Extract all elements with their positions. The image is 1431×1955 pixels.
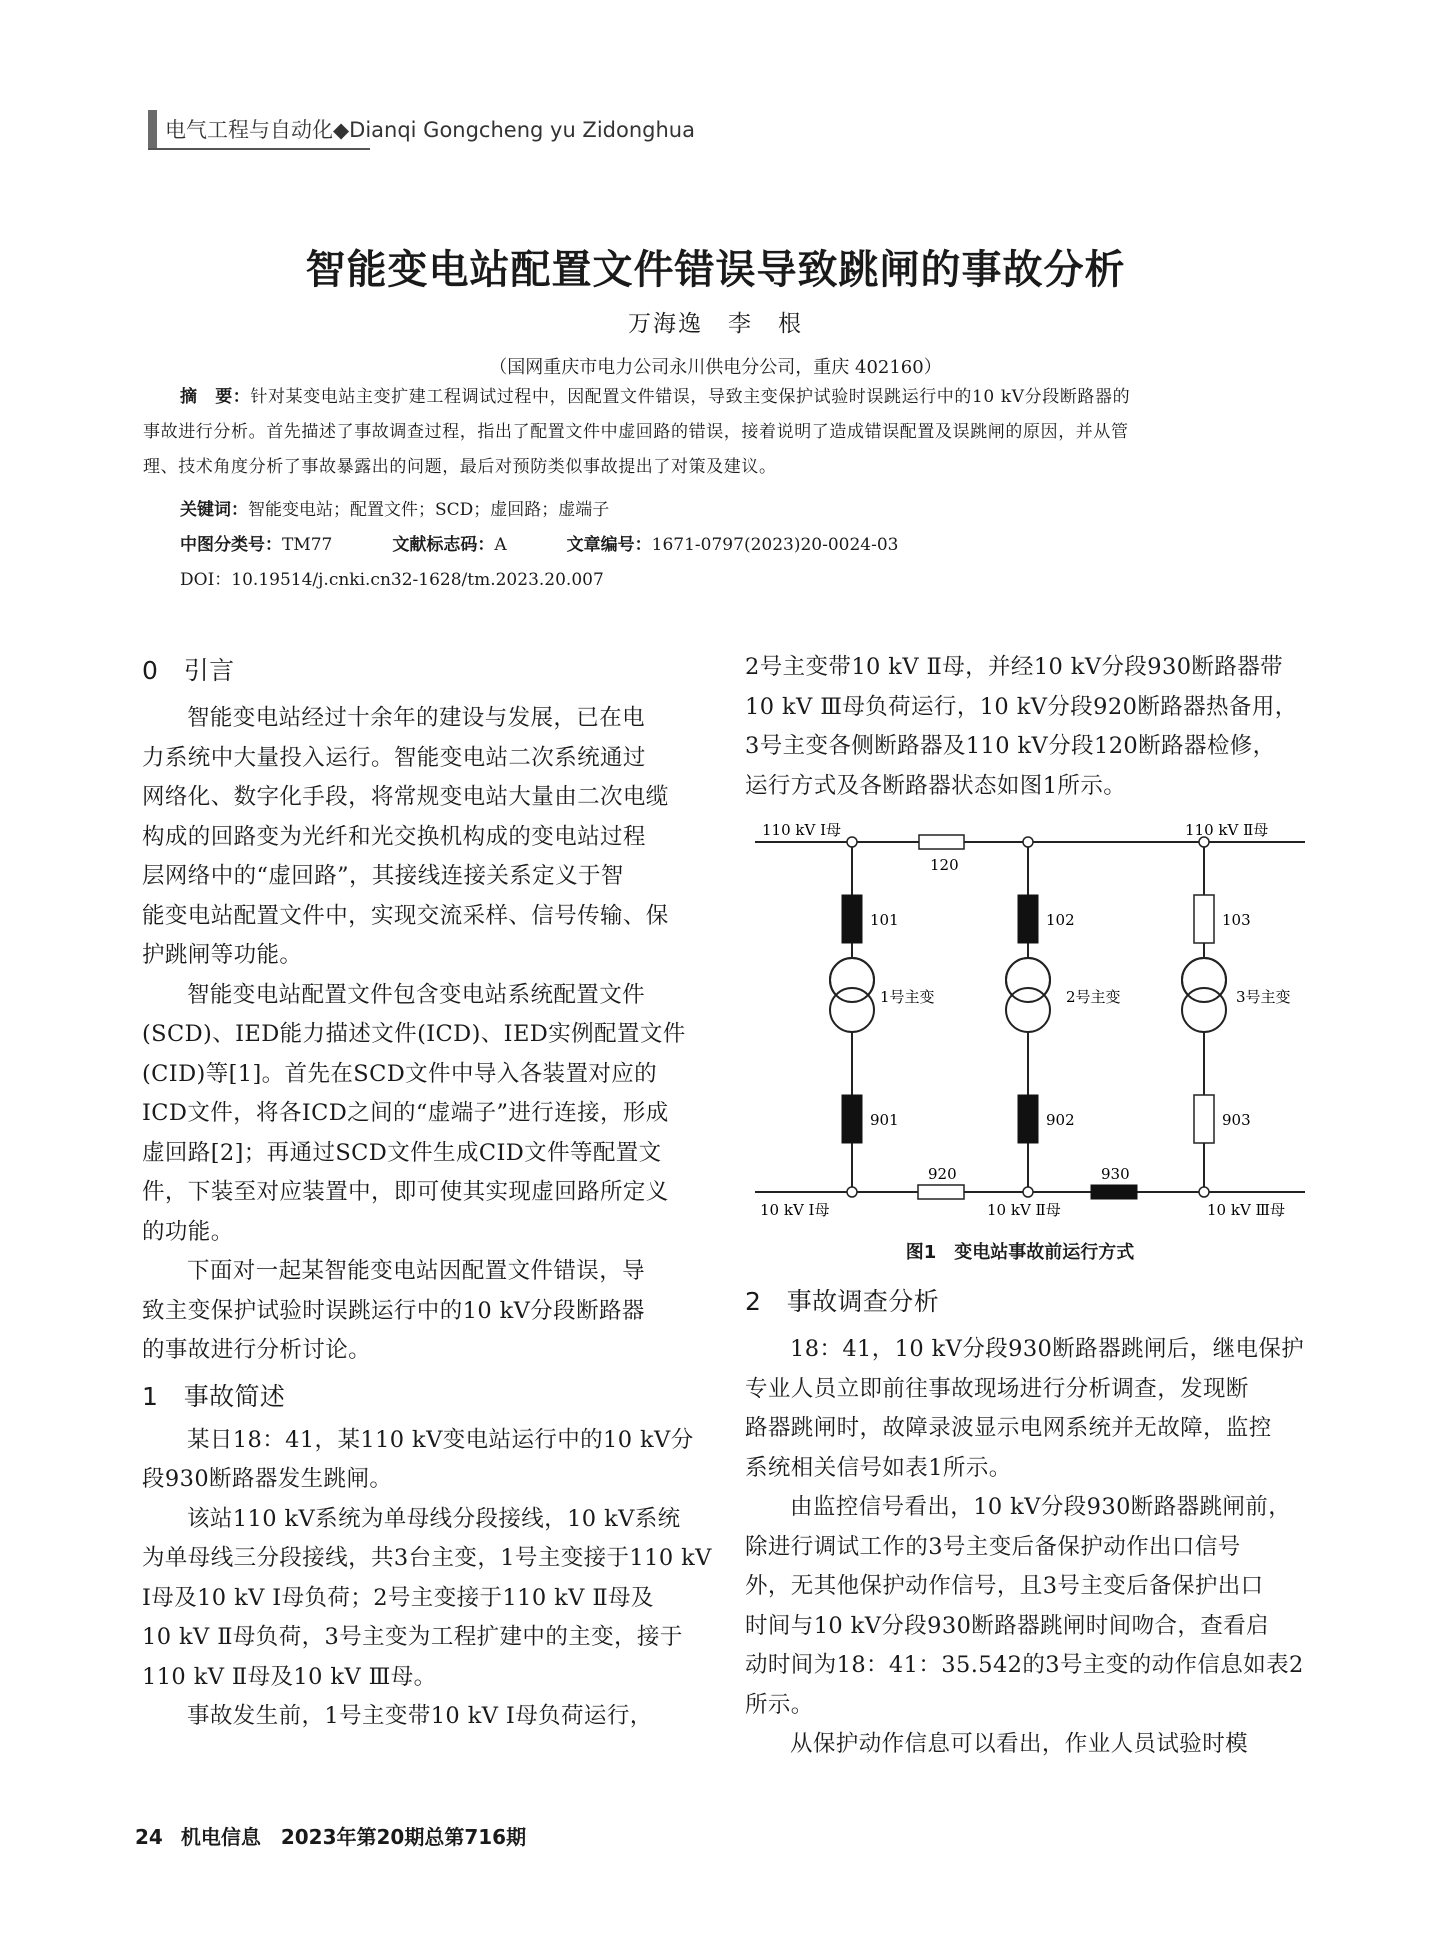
article-title: 智能变电站配置文件错误导致跳闸的事故分析	[305, 247, 1126, 293]
sec0-paragraph-3	[142, 1252, 707, 1371]
text-line: 的事故进行分析讨论。	[142, 1337, 372, 1363]
text-line: 件，下装至对应装置中，即可使其实现虚回路所定义	[142, 1179, 669, 1205]
breaker-902	[1018, 1095, 1038, 1143]
text-line: 虚回路[2]；再通过SCD文件生成CID文件等配置文	[142, 1139, 662, 1166]
section-1-heading: 1 事故简述	[142, 1381, 286, 1411]
section-2-heading: 2 事故调查分析	[745, 1287, 940, 1316]
text-line: 该站110 kV系统为单母线分段接线，10 kV系统	[187, 1505, 681, 1532]
text-line: 专业人员立即前往事故现场进行分析调查，发现断	[745, 1375, 1249, 1402]
running-title: 电气工程与自动化◆Dianqi Gongcheng yu Zidonghua	[165, 118, 695, 142]
label-bus-110-2: 110 kV Ⅱ母	[1185, 821, 1269, 839]
clc-value: TM77	[282, 535, 333, 555]
keywords-label: 关键词：	[180, 500, 248, 520]
abstract-label: 摘 要：	[180, 387, 251, 407]
breaker-101	[842, 895, 862, 943]
sec0-paragraph-2	[142, 976, 707, 1253]
text-line: 110 kV Ⅱ母及10 kV Ⅲ母。	[142, 1663, 437, 1690]
text-line: Ⅰ母及10 kV Ⅰ母负荷；2号主变接于110 kV Ⅱ母及	[142, 1584, 654, 1611]
header-rule	[148, 148, 370, 150]
affiliation: （国网重庆市电力公司永川供电分公司，重庆 402160）	[489, 357, 942, 378]
text-line: 段930断路器发生跳闸。	[142, 1466, 393, 1492]
text-line: 致主变保护试验时误跳运行中的10 kV分段断路器	[142, 1297, 645, 1324]
junction-dot	[1199, 1187, 1209, 1197]
article-no-value: 1671-0797(2023)20-0024-03	[651, 535, 899, 555]
text-line: 10 kV Ⅱ母负荷，3号主变为工程扩建中的主变，接于	[142, 1624, 683, 1650]
page-footer	[135, 1821, 526, 1850]
text-line: 能变电站配置文件中，实现交流采样、信号传输、保	[142, 902, 669, 929]
left-column	[142, 651, 712, 1737]
text-line: 层网络中的“虚回路”，其接线连接关系定义于智	[142, 863, 624, 889]
text-line: 外，无其他保护动作信号，且3号主变后备保护出口	[745, 1573, 1264, 1599]
text-line: 为单母线三分段接线，共3台主变，1号主变接于110 kV	[142, 1545, 712, 1571]
text-line: ICD文件，将各ICD之间的“虚端子”进行连接，形成	[142, 1100, 669, 1126]
label-901: 901	[870, 1111, 899, 1129]
doi-label: DOI：	[180, 570, 232, 590]
journal-issue: 机电信息 2023年第20期总第716期	[180, 1825, 527, 1849]
clc-label: 中图分类号：	[180, 535, 282, 555]
text-line: 网络化、数字化手段，将常规变电站大量由二次电缆	[142, 784, 669, 810]
label-102: 102	[1046, 911, 1075, 929]
keywords-line	[180, 495, 609, 525]
right-column-bottom	[745, 1282, 1315, 1765]
text-line: 2号主变带10 kV Ⅱ母，并经10 kV分段930断路器带	[745, 654, 1284, 680]
label-bus-110-1: 110 kV Ⅰ母	[762, 821, 842, 839]
label-transformer-2: 2号主变	[1066, 988, 1121, 1006]
figure-1-diagram	[740, 815, 1315, 1235]
label-930: 930	[1101, 1165, 1130, 1183]
text-line: 10 kV Ⅲ母负荷运行，10 kV分段920断路器热备用，	[745, 693, 1298, 720]
junction-dot	[847, 837, 857, 847]
sec1-paragraph-3	[142, 1697, 707, 1737]
classification-line	[180, 530, 899, 560]
label-bus-10-3: 10 kV Ⅲ母	[1207, 1201, 1286, 1219]
text-line: 动时间为18：41：35.542的3号主变的动作信息如表2	[745, 1652, 1304, 1678]
keywords: 智能变电站；配置文件；SCD；虚回路；虚端子	[248, 500, 610, 520]
breaker-901	[842, 1095, 862, 1143]
label-transformer-3: 3号主变	[1236, 988, 1291, 1006]
text-line: 运行方式及各断路器状态如图1所示。	[745, 772, 1127, 799]
doi-value: 10.19514/j.cnki.cn32-1628/tm.2023.20.007	[231, 570, 604, 590]
text-line: 时间与10 kV分段930断路器跳闸时间吻合，查看启	[745, 1612, 1270, 1639]
text-line: 智能变电站配置文件包含变电站系统配置文件	[187, 981, 646, 1008]
abstract-text-1: 针对某变电站主变扩建工程调试过程中，因配置文件错误，导致主变保护试验时误跳运行中的10 kV分段断路器的	[250, 387, 1131, 407]
junction-dot	[1023, 1187, 1033, 1197]
sec0-paragraph-1	[142, 699, 707, 976]
figure-1-caption: 图1 变电站事故前运行方式	[905, 1242, 1135, 1263]
label-bus-10-1: 10 kV Ⅰ母	[760, 1201, 830, 1219]
text-line: 从保护动作信息可以看出，作业人员试验时模	[790, 1731, 1249, 1757]
label-transformer-1: 1号主变	[880, 988, 935, 1006]
label-bus-10-2: 10 kV Ⅱ母	[987, 1201, 1061, 1219]
breaker-103	[1194, 895, 1214, 943]
text-line: 由监控信号看出，10 kV分段930断路器跳闸前，	[790, 1494, 1292, 1520]
text-line: 护跳闸等功能。	[142, 942, 303, 968]
text-line: 事故发生前，1号主变带10 kV Ⅰ母负荷运行，	[187, 1703, 653, 1729]
section-0-heading: 0 引言	[142, 656, 235, 685]
label-101: 101	[870, 911, 899, 929]
label-920: 920	[928, 1165, 957, 1183]
text-line: 除进行调试工作的3号主变后备保护动作出口信号	[745, 1533, 1241, 1560]
sec2-paragraph-1	[745, 1330, 1315, 1488]
page-number: 24	[135, 1825, 163, 1849]
text-line: 下面对一起某智能变电站因配置文件错误，导	[187, 1258, 646, 1284]
text-line: 路器跳闸时，故障录波显示电网系统并无故障，监控	[745, 1415, 1272, 1441]
label-903: 903	[1222, 1111, 1251, 1129]
breaker-120	[919, 835, 964, 849]
sec1-paragraph-1	[142, 1421, 707, 1500]
breaker-903	[1194, 1095, 1214, 1143]
label-120: 120	[930, 856, 959, 874]
breaker-920	[918, 1185, 964, 1199]
abstract-line-1	[180, 380, 1313, 415]
sec2-paragraph-2	[745, 1488, 1315, 1725]
abstract-text-2: 事故进行分析。首先描述了事故调查过程，指出了配置文件中虚回路的错误，接着说明了造成错误配置及误跳闸的原因，并从管	[143, 422, 1129, 442]
continued-paragraph	[745, 648, 1315, 806]
right-column-top	[745, 648, 1315, 806]
label-902: 902	[1046, 1111, 1075, 1129]
junction-dot	[1023, 837, 1033, 847]
header-bar	[148, 110, 157, 148]
abstract-text-3: 理、技术角度分析了事故暴露出的问题，最后对预防类似事故提出了对策及建议。	[143, 457, 777, 477]
label-103: 103	[1222, 911, 1251, 929]
sec1-paragraph-2	[142, 1500, 712, 1698]
doi-line	[180, 565, 604, 595]
text-line: 某日18：41，某110 kV变电站运行中的10 kV分	[187, 1426, 694, 1453]
junction-dot	[847, 1187, 857, 1197]
sec2-paragraph-3	[745, 1725, 1315, 1765]
doc-code-value: A	[494, 535, 507, 555]
text-line: 所示。	[745, 1691, 814, 1718]
text-line: 构成的回路变为光纤和光交换机构成的变电站过程	[142, 823, 646, 850]
doc-code-label: 文献标志码：	[392, 535, 495, 555]
text-line: 系统相关信号如表1所示。	[745, 1454, 1012, 1481]
text-line: 力系统中大量投入运行。智能变电站二次系统通过	[142, 744, 646, 771]
breaker-930	[1091, 1185, 1137, 1199]
authors: 万海逸 李 根	[628, 311, 803, 337]
text-line: 智能变电站经过十余年的建设与发展，已在电	[187, 705, 646, 731]
breaker-102	[1018, 895, 1038, 943]
text-line: (CID)等[1]。首先在SCD文件中导入各装置对应的	[142, 1060, 658, 1087]
text-line: 的功能。	[142, 1218, 234, 1245]
text-line: (SCD)、IED能力描述文件(ICD)、IED实例配置文件	[142, 1021, 686, 1047]
article-no-label: 文章编号：	[566, 535, 652, 555]
text-line: 18：41，10 kV分段930断路器跳闸后，继电保护	[790, 1336, 1305, 1362]
text-line: 3号主变各侧断路器及110 kV分段120断路器检修，	[745, 733, 1276, 759]
